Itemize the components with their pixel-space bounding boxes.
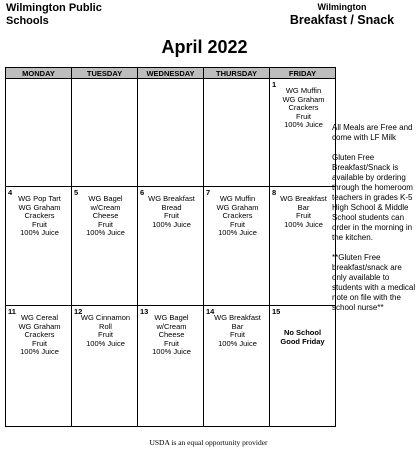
- menu-item: Fruit: [164, 211, 179, 221]
- day-cell: [270, 79, 336, 187]
- district-name: [6, 2, 126, 28]
- district-name-line2: Schools: [6, 15, 49, 27]
- menu-heading-line2: Breakfast / Snack: [289, 13, 395, 27]
- menu-item: Roll: [99, 321, 112, 331]
- menu-item: WG Graham: [18, 202, 61, 212]
- week-row: [6, 306, 336, 427]
- menu-item: Fruit: [164, 338, 179, 348]
- menu-item: WG Muffin: [285, 86, 322, 95]
- week-row: [6, 79, 336, 187]
- menu-item: 100% Juice: [218, 228, 257, 238]
- week-row: [6, 187, 336, 306]
- day-number: 1: [272, 80, 277, 89]
- menu-item: WG Cereal: [20, 313, 59, 322]
- day-cell: [138, 306, 204, 427]
- free-meals-note: All Meals are Free and come with LF Milk: [332, 123, 413, 142]
- menu-item: WG Graham: [282, 94, 325, 104]
- menu-item: Bar: [297, 202, 310, 212]
- day-cell: [138, 187, 204, 306]
- menu-item: Crackers: [222, 211, 253, 221]
- menu-item: 100% Juice: [284, 120, 323, 130]
- district-name-line1: Wilmington Public: [6, 2, 102, 14]
- day-cell-empty: [138, 79, 204, 187]
- day-cell: [72, 187, 138, 306]
- menu-item: WG Breakfast: [148, 194, 195, 203]
- menu-item: Fruit: [296, 211, 311, 221]
- menu-item: 100% Juice: [152, 219, 191, 229]
- menu-item: Fruit: [32, 338, 47, 348]
- menu-item: Crackers: [288, 103, 319, 113]
- menu-item: Fruit: [32, 219, 47, 229]
- menu-item: Crackers: [24, 211, 55, 221]
- menu-item: Cheese: [158, 330, 185, 340]
- page-title-wrap: [0, 37, 300, 58]
- day-number: 15: [272, 307, 281, 316]
- day-cell: [6, 187, 72, 306]
- day-cell-empty: [72, 79, 138, 187]
- menu-item: WG Pop Tart: [18, 194, 61, 203]
- menu-item: WG Breakfast: [280, 194, 327, 203]
- day-cell: [270, 187, 336, 306]
- usda-footer: USDA is an equal opportunity provider: [149, 438, 268, 447]
- day-number: 4: [8, 188, 13, 197]
- menu-item: 100% Juice: [20, 347, 59, 357]
- menu-item: Cheese: [92, 211, 119, 221]
- sidebar-notes: [332, 123, 416, 323]
- menu-items: [138, 187, 203, 229]
- menu-items: [6, 187, 71, 238]
- menu-item: Fruit: [296, 111, 311, 121]
- menu-items: [72, 187, 137, 238]
- menu-item: w/Cream: [156, 321, 187, 331]
- menu-item: 100% Juice: [86, 228, 125, 238]
- weekday-header-row: [6, 68, 336, 79]
- holiday-line: Good Friday: [280, 337, 325, 346]
- day-number: 7: [206, 188, 211, 197]
- day-number: 13: [140, 307, 149, 316]
- day-number: 6: [140, 188, 145, 197]
- calendar-table: [5, 67, 336, 427]
- gluten-free-ordering-note: Gluten Free Breakfast/Snack is available by ordering through the homeroom teachers in grades K-5 High School & Middle School students can order in the morning in the kitchen.: [332, 153, 413, 242]
- gluten-free-medical-note: **Gluten Free breakfast/snack are only available to students with a medical note on file with the school nurse**: [332, 253, 416, 312]
- day-cell: [6, 306, 72, 427]
- day-cell-empty: [6, 79, 72, 187]
- menu-item: Fruit: [98, 219, 113, 229]
- day-cell: [270, 306, 336, 427]
- menu-item: Crackers: [24, 330, 55, 340]
- menu-items: [204, 187, 269, 238]
- menu-item: 100% Juice: [86, 338, 125, 348]
- day-number: 14: [206, 307, 215, 316]
- day-cell-empty: [204, 79, 270, 187]
- menu-item: WG Bagel: [154, 313, 189, 322]
- menu-heading-line1: Wilmington: [317, 2, 367, 12]
- menu-item: WG Muffin: [219, 194, 256, 203]
- menu-item: Bar: [231, 321, 244, 331]
- weekday-header: WEDNESDAY: [138, 68, 204, 79]
- day-cell: [72, 306, 138, 427]
- page-title: April 2022: [161, 37, 248, 57]
- menu-item: Fruit: [230, 330, 245, 340]
- menu-items: [270, 79, 335, 130]
- day-number: 12: [74, 307, 83, 316]
- menu-items: [270, 187, 335, 229]
- menu-heading: [272, 2, 412, 27]
- menu-item: 100% Juice: [218, 338, 257, 348]
- menu-item: w/Cream: [90, 202, 121, 212]
- menu-item: WG Cinnamon: [80, 313, 131, 322]
- weekday-header: TUESDAY: [72, 68, 138, 79]
- menu-item: WG Bagel: [88, 194, 123, 203]
- day-number: 11: [8, 307, 16, 316]
- holiday-line: No School: [283, 328, 322, 337]
- menu-item: 100% Juice: [152, 347, 191, 357]
- weekday-header: MONDAY: [6, 68, 72, 79]
- menu-item: Fruit: [230, 219, 245, 229]
- menu-item: WG Breakfast: [214, 313, 261, 322]
- menu-item: 100% Juice: [284, 219, 323, 229]
- weekday-header: FRIDAY: [270, 68, 336, 79]
- menu-item: Fruit: [98, 330, 113, 340]
- day-cell: [204, 187, 270, 306]
- day-number: 8: [272, 188, 277, 197]
- menu-item: 100% Juice: [20, 228, 59, 238]
- menu-item: WG Graham: [18, 321, 61, 331]
- day-number: 5: [74, 188, 79, 197]
- day-cell: [204, 306, 270, 427]
- menu-item: Bread: [161, 202, 182, 212]
- weekday-header: THURSDAY: [204, 68, 270, 79]
- menu-item: WG Graham: [216, 202, 259, 212]
